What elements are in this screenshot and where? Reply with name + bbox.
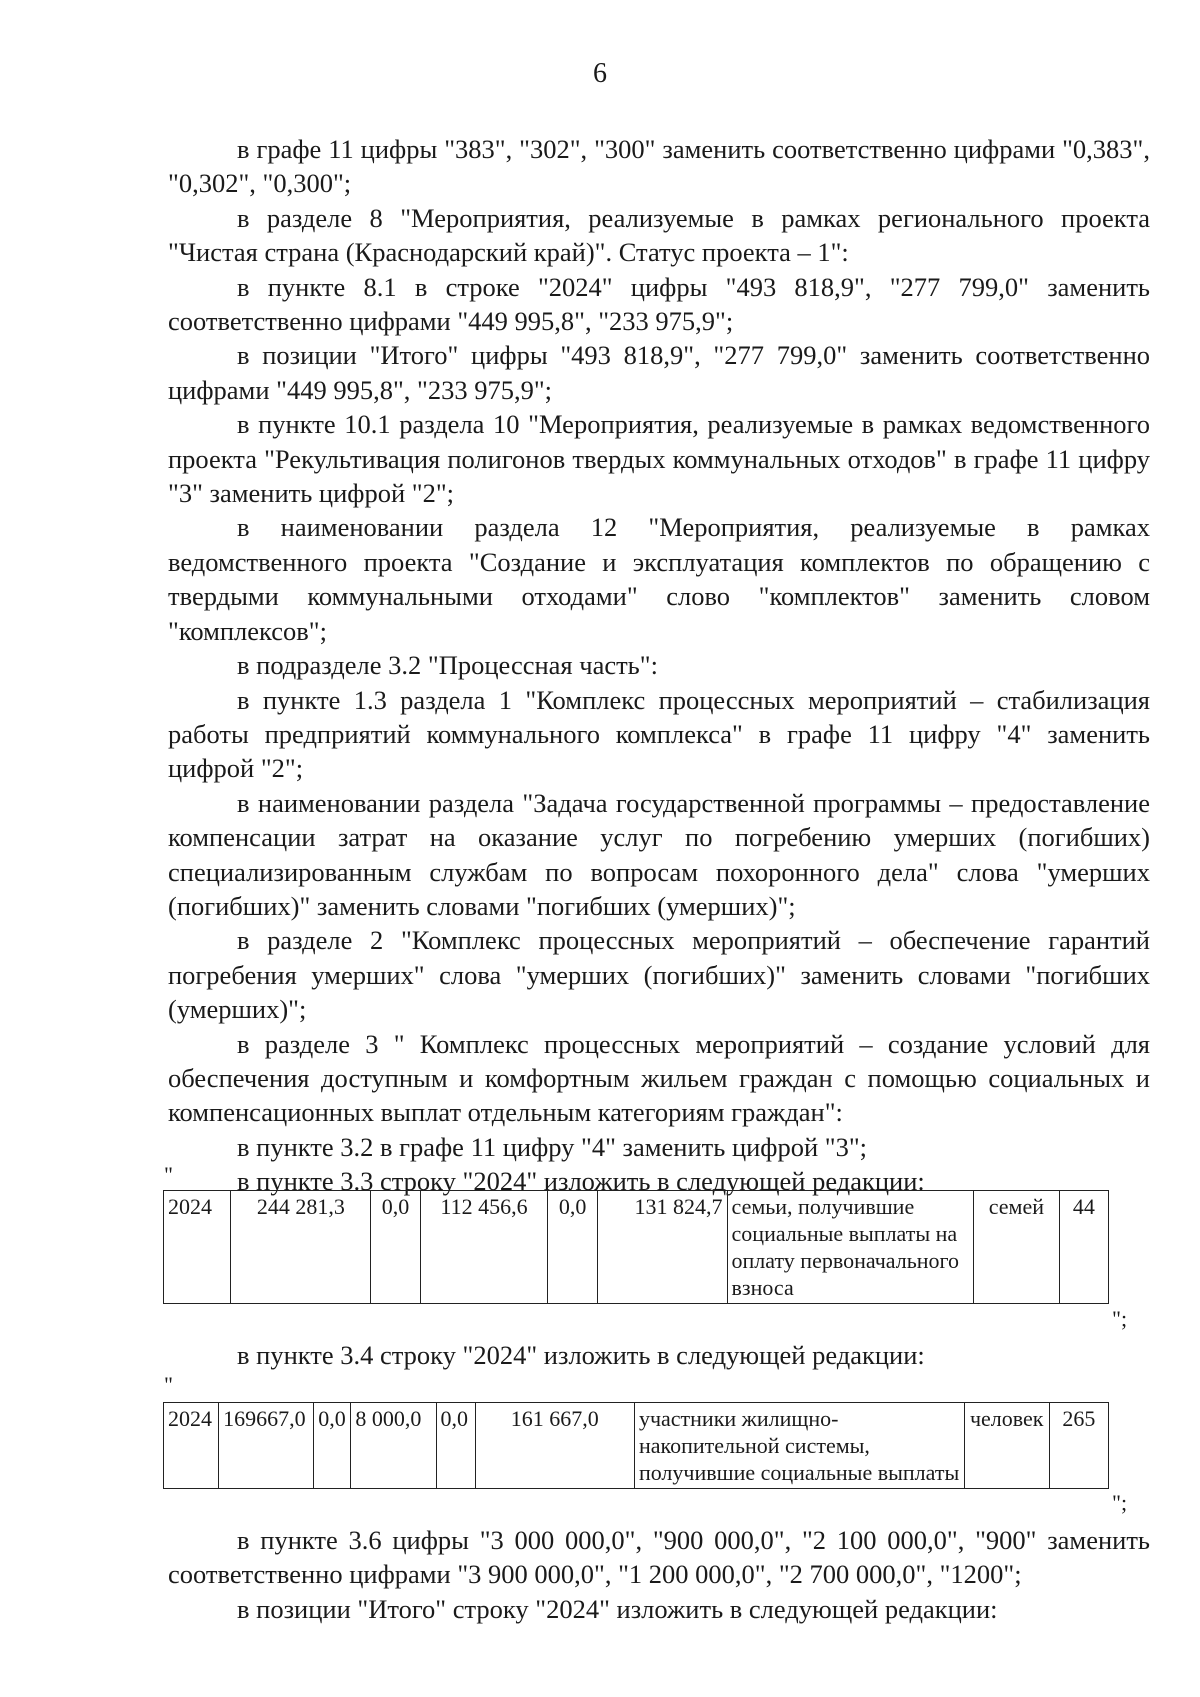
paragraph-3-4-block bbox=[168, 1338, 1150, 1372]
cell-municipal: 0,0 bbox=[548, 1191, 597, 1304]
paragraph: в графе 11 цифры "383", "302", "300" заменить соответственно цифрами "0,383", "0,302", "0,300"; bbox=[168, 134, 1150, 199]
cell-other: 131 824,7 bbox=[597, 1191, 727, 1304]
paragraph: в пункте 3.6 цифры "3 000 000,0", "900 000,0", "2 100 000,0", "900" заменить соответственно цифрами "3 900 000,0", "1 200 000,0", "2 700 000,0", "1200"; bbox=[168, 1525, 1150, 1590]
cell-year: 2024 bbox=[164, 1403, 219, 1489]
paragraph: в пункте 3.3 строку "2024" изложить в следующей редакции: bbox=[237, 1166, 925, 1197]
paragraph: в пункте 3.2 в графе 11 цифру "4" заменить цифрой "3"; bbox=[237, 1131, 868, 1162]
cell-value: 44 bbox=[1059, 1191, 1108, 1304]
cell-total: 169667,0 bbox=[219, 1403, 314, 1489]
paragraph: в позиции "Итого" цифры "493 818,9", "277 799,0" заменить соответственно цифрами "449 995,8", "233 975,9"; bbox=[168, 340, 1150, 405]
cell-unit: семей bbox=[974, 1191, 1060, 1304]
cell-value: 265 bbox=[1049, 1403, 1108, 1489]
cell-federal: 0,0 bbox=[314, 1403, 351, 1489]
cell-year: 2024 bbox=[164, 1191, 231, 1304]
paragraph: в позиции "Итого" строку "2024" изложить в следующей редакции: bbox=[237, 1593, 998, 1624]
opening-quote-mark: " bbox=[164, 1162, 173, 1187]
paragraph: в пункте 8.1 в строке "2024" цифры "493 818,9", "277 799,0" заменить соответственно цифрами "449 995,8", "233 975,9"; bbox=[168, 271, 1150, 337]
table-row bbox=[164, 1403, 1109, 1489]
paragraph: в пункте 10.1 раздела 10 "Мероприятия, реализуемые в рамках ведомственного проекта "Рекультивация полигонов твердых коммунальных отходов" в графе 11 цифру "3" заменить цифрой "2"; bbox=[168, 409, 1150, 509]
cell-federal: 0,0 bbox=[371, 1191, 420, 1304]
cell-municipal: 0,0 bbox=[436, 1403, 475, 1489]
cell-description: участники жилищно-накопительной системы, получившие социальные выплаты bbox=[634, 1403, 964, 1489]
opening-quote-mark: " bbox=[164, 1372, 173, 1397]
table-row-3-3 bbox=[163, 1190, 1109, 1304]
table-row bbox=[164, 1191, 1109, 1304]
cell-unit: человек bbox=[964, 1403, 1049, 1489]
paragraph: в разделе 8 "Мероприятия, реализуемые в рамках регионального проекта "Чистая страна (Краснодарский край)". Статус проекта – 1": bbox=[168, 202, 1150, 268]
cell-other: 161 667,0 bbox=[475, 1403, 634, 1489]
paragraph: в пункте 1.3 раздела 1 "Комплекс процессных мероприятий – стабилизация работы предприятий коммунального комплекса" в графе 11 цифру "4" заменить цифрой "2"; bbox=[168, 684, 1150, 784]
table-row-3-4 bbox=[163, 1402, 1109, 1489]
cell-total: 244 281,3 bbox=[231, 1191, 371, 1304]
closing-quote-mark: "; bbox=[1112, 1306, 1128, 1331]
paragraph: в наименовании раздела "Задача государственной программы – предоставление компенсации затрат на оказание услуг по погребению умерших (погибших) специализированным службам по вопросам похоронного дела" слова "умерших (погибших)" заменить словами "погибших (умерших)"; bbox=[168, 787, 1150, 921]
amendment-text-block bbox=[168, 132, 1150, 1199]
paragraph: в наименовании раздела 12 "Мероприятия, реализуемые в рамках ведомственного проекта "Создание и эксплуатация комплектов по обращению с твердыми коммунальными отходами" слово "комплектов" заменить словом "комплексов"; bbox=[168, 512, 1150, 646]
closing-quote-mark: "; bbox=[1112, 1490, 1128, 1515]
paragraph: в подразделе 3.2 "Процессная часть": bbox=[237, 650, 658, 681]
paragraph: в разделе 2 "Комплекс процессных мероприятий – обеспечение гарантий погребения умерших" слова "умерших (погибших)" заменить словами "погибших (умерших)"; bbox=[168, 925, 1150, 1025]
paragraph: в разделе 3 " Комплекс процессных мероприятий – создание условий для обеспечения доступным и комфортным жильем граждан с помощью социальных и компенсационных выплат отдельным категориям граждан": bbox=[168, 1028, 1150, 1128]
paragraph: в пункте 3.4 строку "2024" изложить в следующей редакции: bbox=[237, 1340, 925, 1370]
cell-regional: 112 456,6 bbox=[420, 1191, 548, 1304]
cell-regional: 8 000,0 bbox=[351, 1403, 436, 1489]
page-number: 6 bbox=[593, 58, 607, 89]
final-text-block bbox=[168, 1523, 1150, 1626]
cell-description: семьи, получившие социальные выплаты на оплату первоначального взноса bbox=[727, 1191, 974, 1304]
